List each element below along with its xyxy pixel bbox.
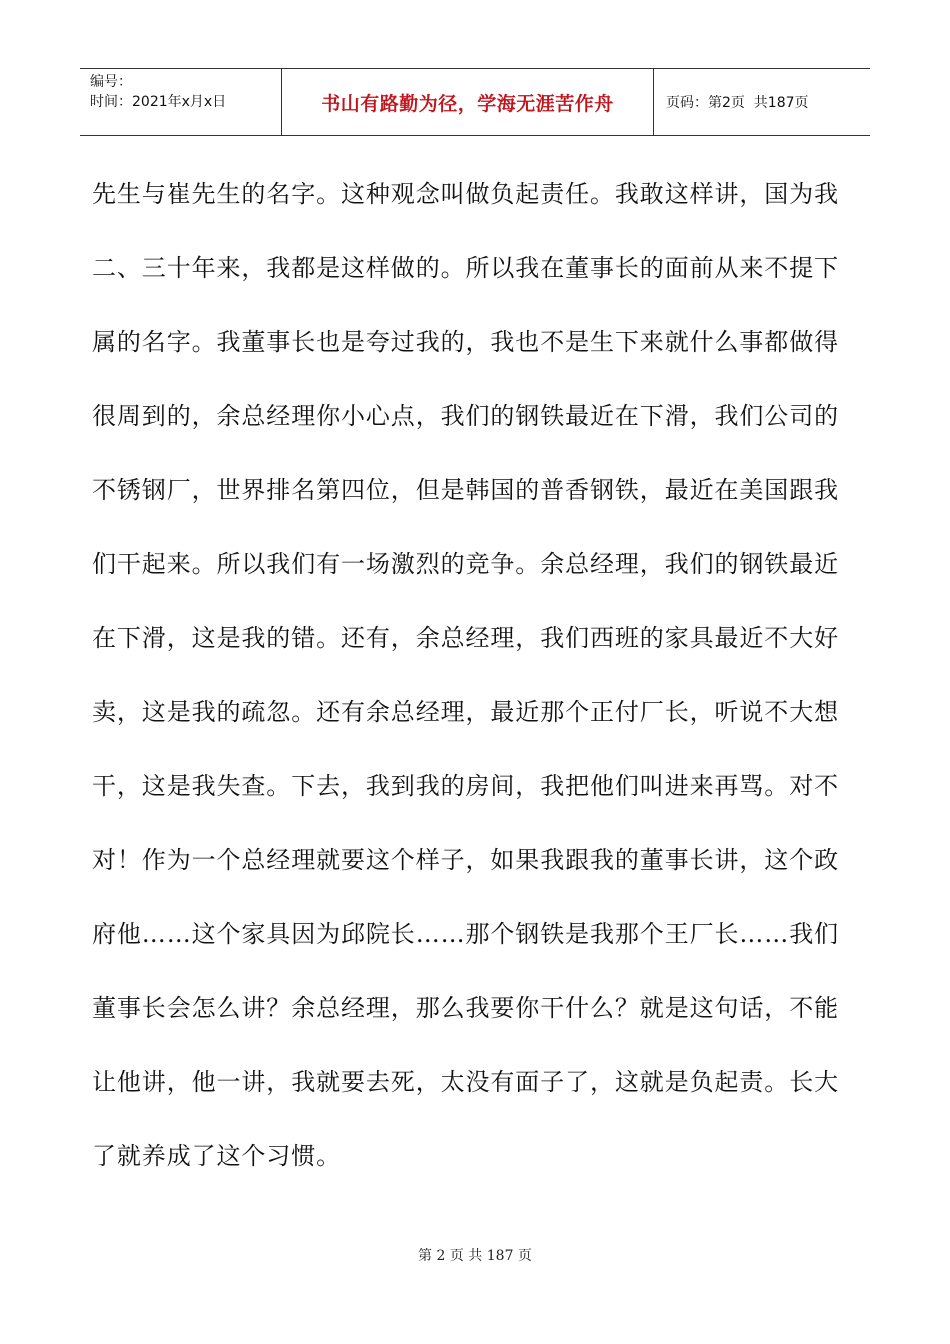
text-line: 干，这是我失查。下去，我到我的房间，我把他们叫进来再骂。对不 [92, 772, 839, 800]
text-line: 二、三十年来，我都是这样做的。所以我在董事长的面前从来不提下 [92, 254, 839, 282]
date-label: 时间：2021年x月x日 [90, 94, 227, 110]
text-line: 了就养成了这个习惯。 [92, 1142, 341, 1170]
text-line: 不锈钢厂，世界排名第四位，但是韩国的普香钢铁，最近在美国跟我 [92, 476, 839, 504]
text-line: 们干起来。所以我们有一场激烈的竞争。余总经理，我们的钢铁最近 [92, 550, 839, 578]
text-line: 对！作为一个总经理就要这个样子，如果我跟我的董事长讲，这个政 [92, 846, 839, 874]
text-line: 让他讲，他一讲，我就要去死，太没有面子了，这就是负起责。长大 [92, 1068, 839, 1096]
header-meta [80, 69, 282, 135]
body-text [92, 166, 862, 1202]
header-page-info: 页码：第2页 共187页 [666, 95, 809, 111]
text-line: 很周到的，余总经理你小心点，我们的钢铁最近在下滑，我们公司的 [92, 402, 839, 430]
motto-text: 书山有路勤为径，学海无涯苦作舟 [321, 92, 614, 115]
header-motto-cell [282, 69, 654, 135]
page-header [80, 68, 870, 136]
text-line: 先生与崔先生的名字。这种观念叫做负起责任。我敢这样讲，国为我 [92, 180, 839, 208]
text-line: 卖，这是我的疏忽。还有余总经理，最近那个正付厂长，听说不大想 [92, 698, 839, 726]
text-line: 在下滑，这是我的错。还有，余总经理，我们西班的家具最近不大好 [92, 624, 839, 652]
page-footer: 第 2 页 共 187 页 [418, 1248, 532, 1264]
serial-number-label: 编号： [90, 74, 132, 90]
text-line: 董事长会怎么讲？余总经理，那么我要你干什么？就是这句话，不能 [92, 994, 839, 1022]
text-line: 府他……这个家具因为邱院长……那个钢铁是我那个王厂长……我们 [92, 920, 839, 948]
text-line: 属的名字。我董事长也是夸过我的，我也不是生下来就什么事都做得 [92, 328, 839, 356]
